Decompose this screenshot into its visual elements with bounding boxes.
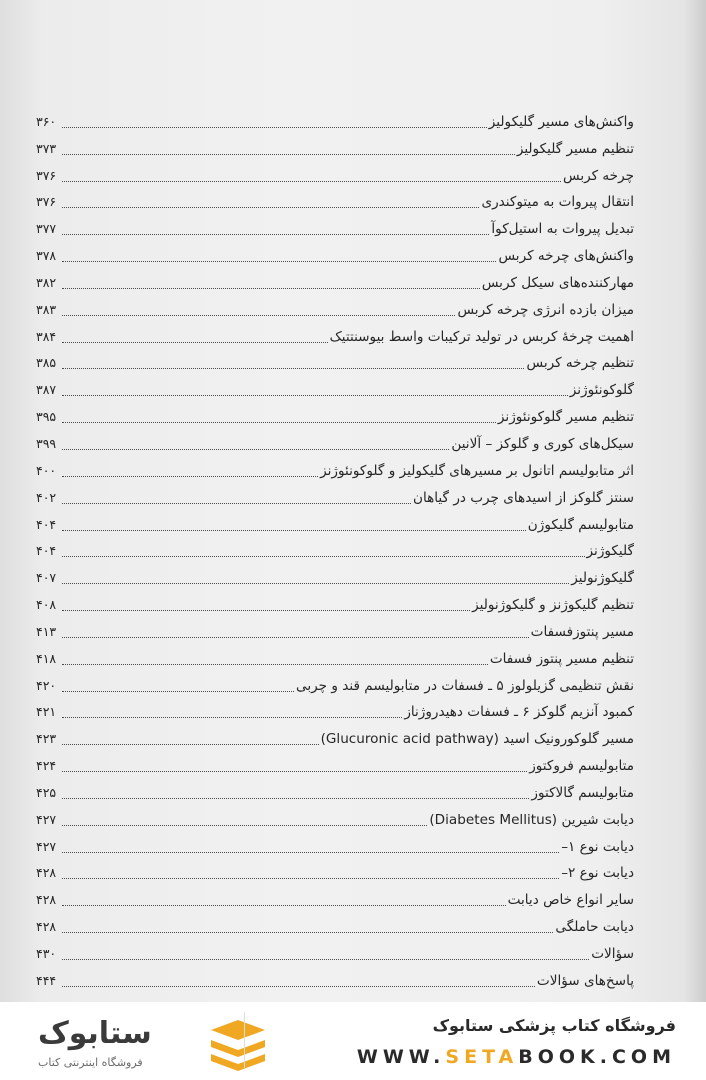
toc-entry-title xyxy=(529,757,634,778)
toc-entry xyxy=(36,698,634,725)
toc-entry-title xyxy=(563,167,634,188)
toc-entry-title xyxy=(561,864,634,885)
toc-entry-title xyxy=(457,301,634,322)
toc-entry xyxy=(36,885,634,912)
logo-tagline: فروشگاه اینترنتی کتاب xyxy=(38,1056,143,1069)
toc-entry-title-text: متابولیسم فروکتوز xyxy=(529,758,634,775)
toc-entry xyxy=(36,107,634,134)
toc-entry-title xyxy=(482,274,634,295)
toc-entry-title-text: دیابت نوع ۲– xyxy=(561,865,634,882)
store-name: فروشگاه کتاب پزشکی ستابوک xyxy=(432,1016,676,1035)
toc-entry xyxy=(36,671,634,698)
toc-entry xyxy=(36,188,634,215)
toc-entry xyxy=(36,322,634,349)
toc-entry-title-text: واکنش‌های چرخه کربس xyxy=(498,248,634,265)
toc-page-number: ۴۰۰ xyxy=(36,462,57,478)
toc-entry-title-text: تنظیم گلیکوژنز و گلیکوژنولیز xyxy=(472,597,634,614)
toc-entry-title-text: تنظیم مسیر گلیکولیز xyxy=(516,140,634,157)
dot-leader xyxy=(62,824,427,826)
store-url[interactable] xyxy=(357,1046,676,1068)
toc-entry-title-text: تنظیم مسیر پنتوز فسفات xyxy=(489,650,634,667)
toc-entry-title-text: تبدیل پیروات به استیل‌کوآ xyxy=(491,221,634,238)
dot-leader xyxy=(62,716,402,718)
toc-page-number: ۳۹۵ xyxy=(36,409,57,425)
toc-page-number: ۴۲۳ xyxy=(36,731,57,747)
toc-entry-title-english: (Glucuronic acid pathway) xyxy=(320,731,499,748)
dot-leader xyxy=(62,985,535,987)
toc-entry-title xyxy=(413,489,634,510)
dot-leader xyxy=(62,367,524,369)
toc-entry-title-text: مسیر پنتوزفسفات xyxy=(530,623,634,640)
toc-entry-title-text: واکنش‌های مسیر گلیکولیز xyxy=(488,113,634,130)
logo-wordmark: ستابوک xyxy=(38,1016,152,1051)
toc-entry-title-text: سؤالات xyxy=(591,946,634,962)
toc-page-number: ۴۲۰ xyxy=(36,677,57,693)
toc-entry-title xyxy=(321,730,634,751)
dot-leader xyxy=(62,421,496,423)
toc-entry xyxy=(36,429,634,456)
toc-page-number: ۳۷۸ xyxy=(36,248,57,264)
toc-entry-title-text: انتقال پیروات به میتوکندری xyxy=(481,194,634,211)
table-of-contents xyxy=(36,107,634,993)
toc-entry xyxy=(36,644,634,671)
toc-entry-title-text: متابولیسم گلیکوژن xyxy=(527,516,634,533)
toc-page-number: ۴۲۱ xyxy=(36,704,57,720)
toc-entry xyxy=(36,805,634,832)
toc-entry-title-text: گلیکوژنولیز xyxy=(571,570,634,587)
toc-entry xyxy=(36,859,634,886)
toc-entry-title-text: مهارکننده‌های سیکل کربس xyxy=(481,274,634,291)
toc-entry xyxy=(36,966,634,993)
toc-page-number: ۳۷۳ xyxy=(36,140,57,156)
toc-entry-title-text: سیکل‌های کوری و گلوکز – آلانین xyxy=(451,435,634,452)
toc-page-number: ۴۲۸ xyxy=(36,919,57,935)
dot-leader xyxy=(62,958,589,960)
toc-entry xyxy=(36,832,634,859)
toc-page-number: ۳۹۹ xyxy=(36,435,57,451)
toc-entry-title xyxy=(591,945,634,966)
toc-entry-title-text: مسیر گلوکورونیک اسید xyxy=(503,731,634,748)
toc-page-number: ۴۰۴ xyxy=(36,543,57,559)
toc-entry-title-text: میزان بازده انرژی چرخه کربس xyxy=(457,301,634,318)
url-prefix: WWW. xyxy=(356,1046,446,1068)
page-spine-shadow xyxy=(684,0,706,1002)
toc-entry-title-english: (Diabetes Mellitus) xyxy=(429,811,558,828)
dot-leader xyxy=(62,314,455,316)
dot-leader xyxy=(62,582,569,584)
toc-entry-title-text: متابولیسم گالاکتوز xyxy=(531,784,634,801)
toc-page-number: ۳۸۲ xyxy=(36,274,57,290)
toc-entry xyxy=(36,563,634,590)
dot-leader xyxy=(62,475,318,477)
toc-page-number: ۳۸۴ xyxy=(36,328,57,344)
toc-entry-title xyxy=(531,784,634,805)
toc-entry xyxy=(36,939,634,966)
toc-page-number: ۴۲۷ xyxy=(36,838,57,854)
toc-entry xyxy=(36,724,634,751)
dot-leader xyxy=(62,448,449,450)
dot-leader xyxy=(62,851,559,853)
toc-entry xyxy=(36,349,634,376)
toc-entry xyxy=(36,214,634,241)
toc-entry-title xyxy=(472,596,634,617)
dot-leader xyxy=(62,126,487,128)
toc-entry-title xyxy=(498,247,634,268)
toc-entry-title xyxy=(404,703,634,724)
toc-page-number: ۴۳۰ xyxy=(36,946,57,961)
toc-entry-title xyxy=(570,381,634,402)
store-footer xyxy=(0,1002,706,1080)
toc-entry-title xyxy=(537,972,634,993)
dot-leader xyxy=(62,153,515,155)
toc-entry xyxy=(36,456,634,483)
dot-leader xyxy=(62,287,480,289)
toc-page-number: ۳۸۳ xyxy=(36,301,57,317)
toc-entry-title xyxy=(320,462,634,483)
toc-page-number: ۴۲۴ xyxy=(36,758,57,774)
toc-entry-title xyxy=(517,140,634,161)
toc-page-number: ۴۲۸ xyxy=(36,892,57,908)
toc-entry xyxy=(36,295,634,322)
toc-entry-title-text: کمبود آنزیم گلوکز ۶ ـ فسفات دهیدروژناز xyxy=(404,704,634,721)
toc-entry xyxy=(36,134,634,161)
toc-page-number: ۴۴۴ xyxy=(36,972,57,988)
toc-entry-title-text: تنظیم مسیر گلوکونئوژنز xyxy=(497,409,634,426)
dot-leader xyxy=(62,690,294,692)
toc-entry-title-text: اهمیت چرخهٔ کربس در تولید ترکیبات واسط بیوسنتتیک xyxy=(329,328,634,345)
toc-entry-title xyxy=(491,220,634,241)
dot-leader xyxy=(62,502,411,504)
dot-leader xyxy=(62,609,470,611)
book-stack-icon xyxy=(203,1016,273,1072)
toc-entry-title xyxy=(528,516,634,537)
dot-leader xyxy=(62,797,529,799)
toc-entry-title-text: چرخه کربس xyxy=(562,167,634,184)
toc-page-number: ۳۷۶ xyxy=(36,194,57,210)
toc-entry xyxy=(36,537,634,564)
dot-leader xyxy=(62,529,526,531)
toc-entry xyxy=(36,483,634,510)
toc-entry xyxy=(36,161,634,188)
toc-entry xyxy=(36,375,634,402)
toc-page-number: ۴۲۷ xyxy=(36,811,57,827)
dot-leader xyxy=(62,206,479,208)
toc-entry-title-text: گلیکوژنز xyxy=(586,543,634,560)
toc-entry-title xyxy=(531,623,634,644)
dot-leader xyxy=(62,555,585,557)
toc-page-number: ۴۰۴ xyxy=(36,516,57,532)
toc-entry-title xyxy=(481,193,634,214)
toc-entry xyxy=(36,268,634,295)
toc-entry xyxy=(36,241,634,268)
toc-entry-title xyxy=(508,891,634,912)
url-highlight: SETA xyxy=(445,1046,519,1068)
toc-entry xyxy=(36,590,634,617)
dot-leader xyxy=(62,180,561,182)
toc-entry-title xyxy=(489,113,634,134)
dot-leader xyxy=(62,394,568,396)
toc-entry xyxy=(36,402,634,429)
toc-entry-title-text: نقش تنظیمی گزیلولوز ۵ ـ فسفات در متابولیسم قند و چربی xyxy=(296,677,634,694)
toc-page-number: ۳۸۷ xyxy=(36,382,57,398)
dot-leader xyxy=(62,341,328,343)
toc-entry-title xyxy=(587,542,634,563)
dot-leader xyxy=(62,260,496,262)
toc-entry-title-text: سایر انواع خاص دیابت xyxy=(507,892,634,909)
toc-entry-title xyxy=(296,677,634,698)
toc-entry-title xyxy=(571,569,634,590)
toc-entry xyxy=(36,510,634,537)
toc-page-number: ۴۰۸ xyxy=(36,597,57,613)
dot-leader xyxy=(62,904,506,906)
toc-page-number: ۳۶۰ xyxy=(36,113,57,129)
store-logo[interactable] xyxy=(30,1016,280,1072)
toc-page-number: ۴۰۷ xyxy=(36,570,57,586)
toc-entry-title-text: گلوکونئوژنز xyxy=(569,382,634,399)
toc-entry-title xyxy=(526,354,634,375)
url-suffix: BOOK.COM xyxy=(518,1046,676,1068)
toc-page-number: ۳۷۷ xyxy=(36,221,57,237)
dot-leader xyxy=(62,931,553,933)
dot-leader xyxy=(62,636,529,638)
toc-page-number: ۴۲۵ xyxy=(36,784,57,800)
toc-entry-title xyxy=(429,811,634,832)
toc-entry-title-text: تنظیم چرخه کربس xyxy=(526,355,634,372)
footer-divider xyxy=(244,1012,245,1068)
dot-leader xyxy=(62,233,489,235)
toc-entry-title-text: سنتز گلوکز از اسیدهای چرب در گیاهان xyxy=(412,489,634,506)
toc-entry xyxy=(36,617,634,644)
toc-entry xyxy=(36,912,634,939)
toc-entry-title xyxy=(490,650,634,671)
toc-entry-title-text: دیابت نوع ۱– xyxy=(561,838,634,855)
toc-entry-title xyxy=(561,838,634,859)
toc-entry-title xyxy=(451,435,634,456)
toc-page-number: ۴۱۳ xyxy=(36,623,57,639)
toc-entry-title-text: دیابت حاملگی xyxy=(555,919,634,936)
toc-entry-title xyxy=(330,328,634,349)
toc-page-number: ۴۲۸ xyxy=(36,865,57,881)
toc-page-number: ۴۰۲ xyxy=(36,489,57,505)
dot-leader xyxy=(62,877,559,879)
toc-entry-title xyxy=(555,918,634,939)
toc-entry-title-text: پاسخ‌های سؤالات xyxy=(536,972,634,989)
toc-page-number: ۳۸۵ xyxy=(36,355,57,371)
toc-entry-title-text: اثر متابولیسم اتانول بر مسیرهای گلیکولیز و گلوکونئوژنز xyxy=(320,462,634,479)
toc-page-number: ۴۱۸ xyxy=(36,650,57,666)
dot-leader xyxy=(62,663,488,665)
dot-leader xyxy=(62,743,319,745)
toc-entry-title xyxy=(498,408,634,429)
toc-page-number: ۳۷۶ xyxy=(36,167,57,183)
dot-leader xyxy=(62,770,527,772)
toc-entry-title-text: دیابت شیرین xyxy=(561,811,634,828)
toc-entry xyxy=(36,778,634,805)
toc-entry xyxy=(36,751,634,778)
